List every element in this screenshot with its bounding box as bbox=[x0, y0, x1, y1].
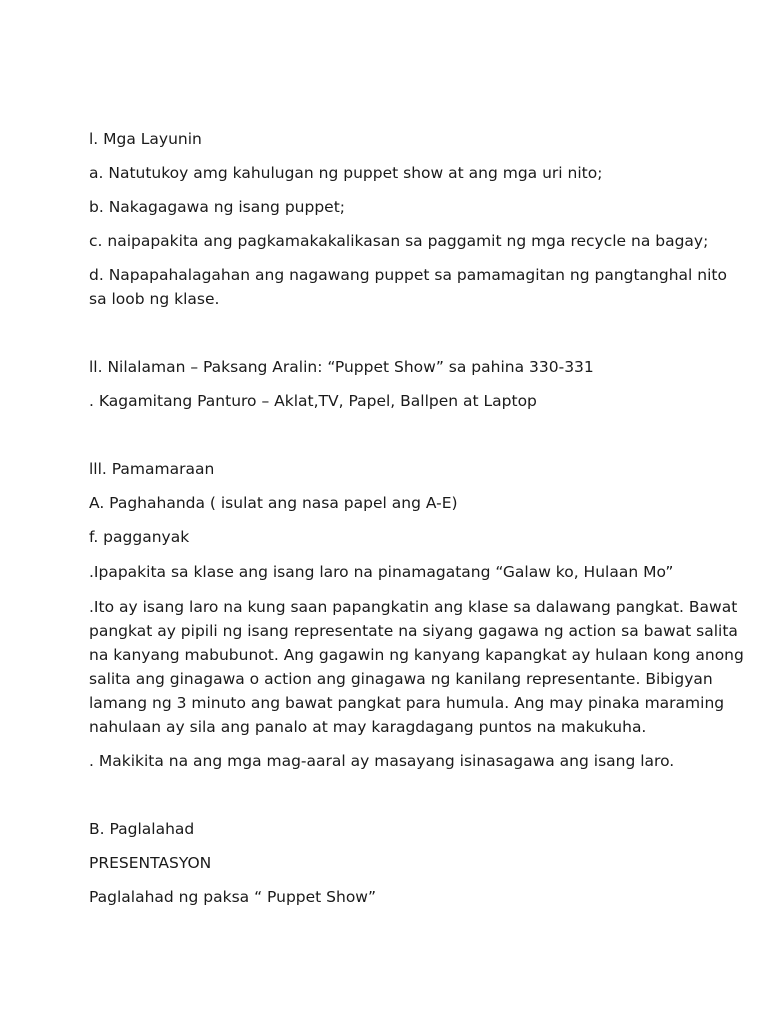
section-heading-pamamaraan: lll. Pamamaraan bbox=[89, 460, 215, 478]
step-f-pagganyak: f. pagganyak bbox=[89, 528, 190, 546]
game-observation: . Makikita na ang mga mag-aaral ay masayang isinasagawa ang isang laro. bbox=[89, 752, 675, 770]
step-a-paghahanda: A. Paghahanda ( isulat ang nasa papel ang A-E) bbox=[89, 494, 458, 512]
objective-d-line-1: d. Napapahalagahan ang nagawang puppet sa pamamagitan ng pangtanghal nito bbox=[89, 266, 727, 284]
game-intro: .Ipapakita sa klase ang isang laro na pinamagatang “Galaw ko, Hulaan Mo” bbox=[89, 563, 674, 581]
game-desc-line: na kanyang mabubunot. Ang gagawin ng kanyang kapangkat ay hulaan kong anong bbox=[89, 646, 744, 664]
presentation-topic: Paglalahad ng paksa “ Puppet Show” bbox=[89, 888, 377, 906]
game-desc-line: nahulaan ay sila ang panalo at may karagdagang puntos na makukuha. bbox=[89, 718, 647, 736]
section-heading-nilalaman: ll. Nilalaman – Paksang Aralin: “Puppet Show” sa pahina 330-331 bbox=[89, 358, 594, 376]
game-desc-line: lamang ng 3 minuto ang bawat pangkat para humula. Ang may pinaka maraming bbox=[89, 694, 725, 712]
objective-b: b. Nakagagawa ng isang puppet; bbox=[89, 198, 345, 216]
game-desc-line: .Ito ay isang laro na kung saan papangkatin ang klase sa dalawang pangkat. Bawat bbox=[89, 598, 738, 616]
game-desc-line: salita ang ginagawa o action ang ginagawa ng kanilang representante. Bibigyan bbox=[89, 670, 713, 688]
objective-a: a. Natutukoy amg kahulugan ng puppet show at ang mga uri nito; bbox=[89, 164, 603, 182]
presentation-label: PRESENTASYON bbox=[89, 854, 212, 872]
step-b-paglalahad: B. Paglalahad bbox=[89, 820, 195, 838]
objective-d-line-2: sa loob ng klase. bbox=[89, 290, 220, 308]
objective-c: c. naipapakita ang pagkamakakalikasan sa paggamit ng mga recycle na bagay; bbox=[89, 232, 709, 250]
materials-line: . Kagamitang Panturo – Aklat,TV, Papel, Ballpen at Laptop bbox=[89, 392, 537, 410]
section-heading-layunin: l. Mga Layunin bbox=[89, 130, 202, 148]
game-desc-line: pangkat ay pipili ng isang representate na siyang gagawa ng action sa bawat salita bbox=[89, 622, 738, 640]
